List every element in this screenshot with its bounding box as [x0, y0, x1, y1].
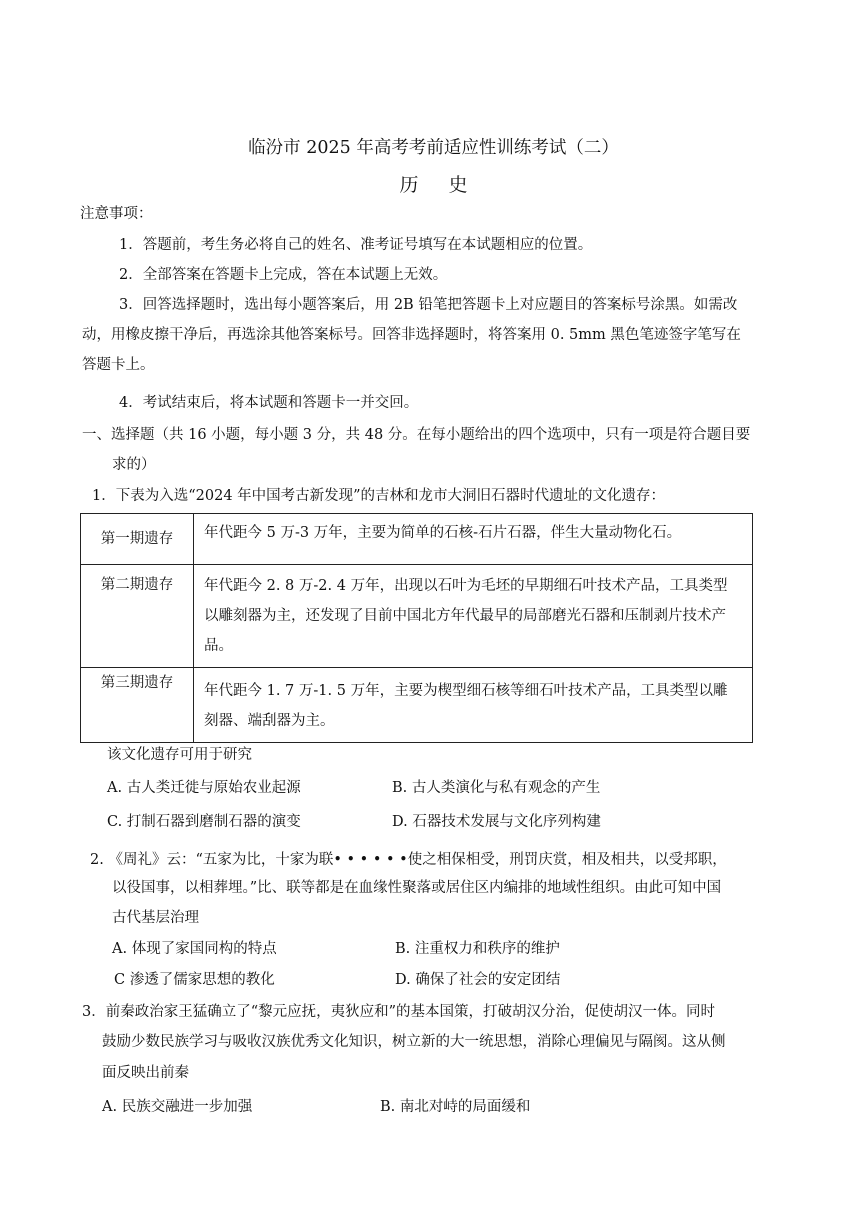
- q2-stem-line3: 古代基层治理: [112, 910, 199, 926]
- q2-stem-line2: 以役国事，以相葬埋。”比、联等都是在血缘性聚落或居住区内编排的地域性组织。由此可知中国: [112, 880, 722, 896]
- table-row: [81, 565, 753, 668]
- notice-item-3-cont: 动，用橡皮擦干净后，再选涂其他答案标号。回答非选择题时，将答案用 0. 5mm 黑色笔迹签字笔写在: [82, 327, 741, 343]
- q3-stem-line2: 鼓励少数民族学习与吸收汉族优秀文化知识，树立新的大一统思想，消除心理偏见与隔阂。这从侧: [102, 1034, 726, 1050]
- q3-option-a: A. 民族交融进一步加强: [102, 1099, 253, 1115]
- q1-option-d: D. 石器技术发展与文化序列构建: [392, 814, 601, 830]
- notice-item-3: 3．回答选择题时，选出每小题答案后，用 2B 铅笔把答题卡上对应题目的答案标号涂黑。如需改: [119, 297, 738, 313]
- q2-option-a: A. 体现了家国同构的特点: [112, 941, 277, 957]
- table-cell-desc: 年代距今 2. 8 万-2. 4 万年，出现以石叶为毛坯的早期细石叶技术产品，工具类型以雕刻器为主，还发现了目前中国北方年代最早的局部磨光石器和压制剥片技术产品。: [194, 565, 753, 668]
- notice-item-4: 4．考试结束后，将本试题和答题卡一并交回。: [119, 395, 419, 411]
- subject-title: 历史: [399, 174, 498, 196]
- q1-table: [80, 513, 753, 743]
- q2-stem-line1: 2. 《周礼》云：“五家为比，十家为联• • • • • •使之相保相受，刑罚庆赏，相及相共，以受邦职，: [90, 852, 727, 868]
- section-heading: 一、选择题（共 16 小题，每小题 3 分，共 48 分。在每小题给出的四个选项中，只有一项是符合题目要: [82, 427, 751, 443]
- notice-item-3-cont2: 答题卡上。: [82, 357, 155, 373]
- section-heading-cont: 求的）: [112, 457, 156, 473]
- q2-option-c: C 渗透了儒家思想的教化: [114, 972, 275, 988]
- q1-option-b: B. 古人类演化与私有观念的产生: [392, 780, 601, 796]
- notice-item-1: 1．答题前，考生务必将自己的姓名、准考证号填写在本试题相应的位置。: [119, 237, 593, 253]
- q1-follow: 该文化遗存可用于研究: [107, 747, 252, 763]
- q2-option-d: D. 确保了社会的安定团结: [395, 972, 561, 988]
- table-row: [81, 668, 753, 743]
- table-cell-period: 第三期遗存: [81, 668, 194, 743]
- exam-title: 临汾市 2025 年高考考前适应性训练考试（二）: [248, 138, 619, 158]
- table-cell-desc: 年代距今 5 万-3 万年，主要为简单的石核-石片石器，伴生大量动物化石。: [194, 514, 753, 565]
- table-row: [81, 514, 753, 565]
- q1-option-c: C. 打制石器到磨制石器的演变: [107, 814, 301, 830]
- q1-option-a: A. 古人类迁徙与原始农业起源: [107, 780, 301, 796]
- q3-option-b: B. 南北对峙的局面缓和: [380, 1099, 531, 1115]
- table-cell-desc: 年代距今 1. 7 万-1. 5 万年，主要为楔型细石核等细石叶技术产品，工具类型以雕刻器、端刮器为主。: [194, 668, 753, 743]
- notice-heading: 注意事项：: [80, 206, 153, 222]
- q2-option-b: B. 注重权力和秩序的维护: [395, 941, 560, 957]
- q1-stem: 1．下表为入选“2024 年中国考古新发现”的吉林和龙市大洞旧石器时代遗址的文化遗存：: [92, 488, 666, 504]
- table-cell-period: 第二期遗存: [81, 565, 194, 668]
- q3-stem-line1: 3．前秦政治家王猛确立了“黎元应抚，夷狄应和”的基本国策，打破胡汉分治，促使胡汉一体。同时: [82, 1004, 716, 1020]
- notice-item-2: 2．全部答案在答题卡上完成，答在本试题上无效。: [119, 267, 448, 283]
- table-cell-period: 第一期遗存: [81, 514, 194, 565]
- q3-stem-line3: 面反映出前秦: [102, 1065, 189, 1081]
